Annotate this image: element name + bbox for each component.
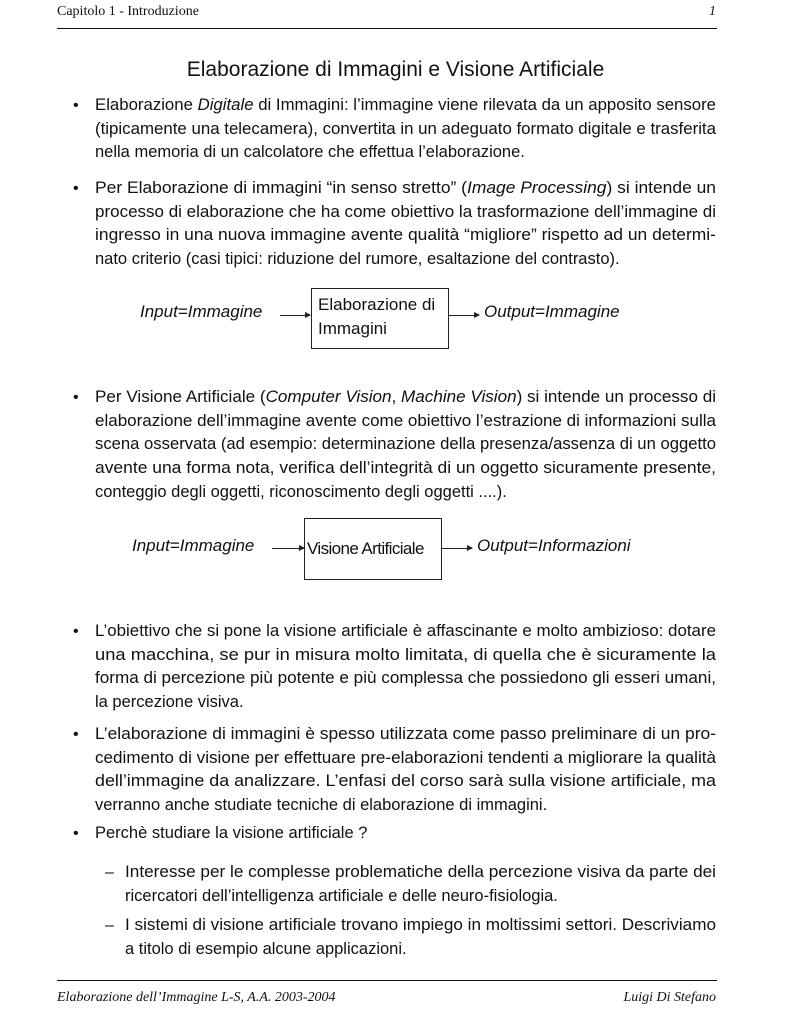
emphasis-text: Image Processing (466, 179, 607, 197)
arrow-icon (272, 548, 304, 549)
text-line (95, 248, 716, 272)
diagram-output-label: Output=Informazioni (477, 536, 631, 555)
body-text: ingresso in una nuova immagine avente qualità “migliore” rispetto ad un determi- (95, 226, 716, 245)
page-number: 1 (709, 4, 716, 19)
diagram-output-label: Output=Immagine (484, 302, 620, 321)
text-line (95, 386, 716, 410)
bullet-icon: • (73, 726, 79, 743)
body-text: scena osservata (ad esempio: determinazione della presenza/assenza di un oggetto (95, 435, 716, 454)
text-line (95, 457, 716, 481)
subitem-1 (105, 861, 716, 908)
diagram-process-box (311, 288, 449, 349)
body-text: ) si intende un processo di (516, 388, 716, 406)
text-line (95, 747, 716, 771)
bullet-icon: • (73, 97, 79, 114)
dash-icon: – (105, 917, 114, 934)
text-line (95, 118, 716, 142)
arrow-icon (449, 315, 479, 316)
body-text: nato criterio (casi tipici: riduzione del rumore, esaltazione del contrasto). (95, 250, 620, 269)
body-text: Per Elaborazione di immagini “in senso stretto” ( (95, 179, 467, 197)
diagram-box-line-1: Elaborazione di (318, 295, 436, 314)
body-text: ricercatori dell’intelligenza artificiale e delle neuro-fisiologia. (125, 886, 558, 905)
page-title: Elaborazione di Immagini e Visione Artificiale (186, 58, 605, 81)
diagram-computer-vision (0, 518, 791, 580)
body-text: (tipicamente una telecamera), convertita in un adeguato formato digitale e trasferita (95, 119, 716, 138)
header-rule (57, 28, 717, 29)
body-text: processo di elaborazione che ha come obiettivo la trasformazione dell’immagine di (95, 202, 717, 221)
body-text: L’obiettivo che si pone la visione artificiale è affascinante e molto ambizioso: dotare (95, 622, 716, 640)
body-text: Per Visione Artificiale ( (95, 388, 266, 406)
body-text: cedimento di visione per effettuare pre-elaborazioni tendenti a migliorare la qualità (95, 748, 716, 767)
bullet-icon: • (73, 825, 79, 842)
diagram-box-line-2: Immagini (318, 319, 387, 338)
bullet-icon: • (73, 180, 79, 197)
text-line (95, 667, 716, 691)
body-text: dell’immagine da analizzare. L’enfasi del corso sarà sulla visione artificiale, ma (95, 772, 716, 791)
text-line (125, 914, 716, 938)
body-text: forma di percezione più potente e più complessa che possiedono gli esseri umani, (95, 669, 716, 688)
body-text: una macchina, se pur in misura molto limitata, di quella che è sicuramente la (95, 645, 716, 664)
running-header-chapter: Capitolo 1 - Introduzione (57, 4, 199, 19)
diagram-process-box (304, 518, 442, 580)
text-line (125, 885, 716, 909)
body-text: ) si intende un (606, 179, 716, 197)
text-line (95, 770, 716, 794)
text-line (95, 141, 716, 165)
bullet-4 (73, 620, 716, 715)
text-line (95, 691, 716, 715)
emphasis-text: Digitale (197, 96, 254, 114)
diagram-input-label: Input=Immagine (132, 536, 255, 555)
body-text: avente una forma nota, verifica dell’integrità di un oggetto sicuramente presente, (95, 459, 716, 478)
body-text: L’elaborazione di immagini è spesso utilizzata come passo preliminare di un pro- (95, 725, 716, 743)
text-line (95, 794, 716, 818)
body-text: elaborazione dell’immagine avente come obiettivo l’estrazione di informazioni sulla (95, 411, 717, 430)
emphasis-text: Computer Vision (265, 388, 392, 406)
bullet-5 (73, 723, 716, 818)
bullet-1 (73, 94, 716, 165)
body-text: Perchè studiare la visione artificiale ? (95, 824, 368, 842)
bullet-icon: • (73, 389, 79, 406)
text-line (95, 620, 716, 644)
arrow-icon (442, 548, 472, 549)
subitem-2 (105, 914, 716, 961)
footer-course: Elaborazione dell’Immagine L-S, A.A. 2003-2004 (57, 990, 336, 1005)
body-text: I sistemi di visione artificiale trovano impiego in moltissimi settori. Descriviamo (125, 916, 716, 934)
diagram-input-label: Input=Immagine (140, 302, 263, 321)
bullet-2 (73, 177, 717, 272)
dash-icon: – (105, 864, 114, 881)
body-text: Interesse per le complesse problematiche della percezione visiva da parte dei (125, 863, 716, 881)
text-line (95, 481, 716, 505)
bullet-6 (73, 822, 716, 846)
body-text: , (391, 388, 402, 406)
body-text: nella memoria di un calcolatore che effettua l’elaborazione. (95, 143, 525, 162)
text-line (95, 177, 716, 201)
text-line (95, 433, 716, 457)
text-line (95, 201, 716, 225)
text-line (125, 938, 716, 962)
body-text: conteggio degli oggetti, riconoscimento degli oggetti ....). (95, 482, 507, 501)
text-line (95, 224, 716, 248)
emphasis-text: Machine Vision (401, 388, 517, 406)
text-line (95, 644, 716, 668)
text-line (95, 822, 716, 846)
footer-author: Luigi Di Stefano (623, 990, 716, 1005)
bullet-icon: • (73, 623, 79, 640)
body-text: di Immagini: l’immagine viene rilevata da un apposito sensore (253, 96, 716, 114)
footer-rule (57, 980, 717, 981)
bullet-3 (73, 386, 717, 504)
diagram-box-label: Visione Artificiale (307, 539, 424, 558)
diagram-image-processing (0, 288, 791, 350)
text-line (125, 861, 716, 885)
arrow-icon (280, 315, 310, 316)
body-text: a titolo di esempio alcune applicazioni. (125, 939, 407, 958)
body-text: Elaborazione (95, 96, 198, 114)
text-line (95, 410, 716, 434)
body-text: verranno anche studiate tecniche di elaborazione di immagini. (95, 796, 548, 815)
text-line (95, 94, 716, 118)
body-text: la percezione visiva. (95, 693, 244, 712)
text-line (95, 723, 716, 747)
